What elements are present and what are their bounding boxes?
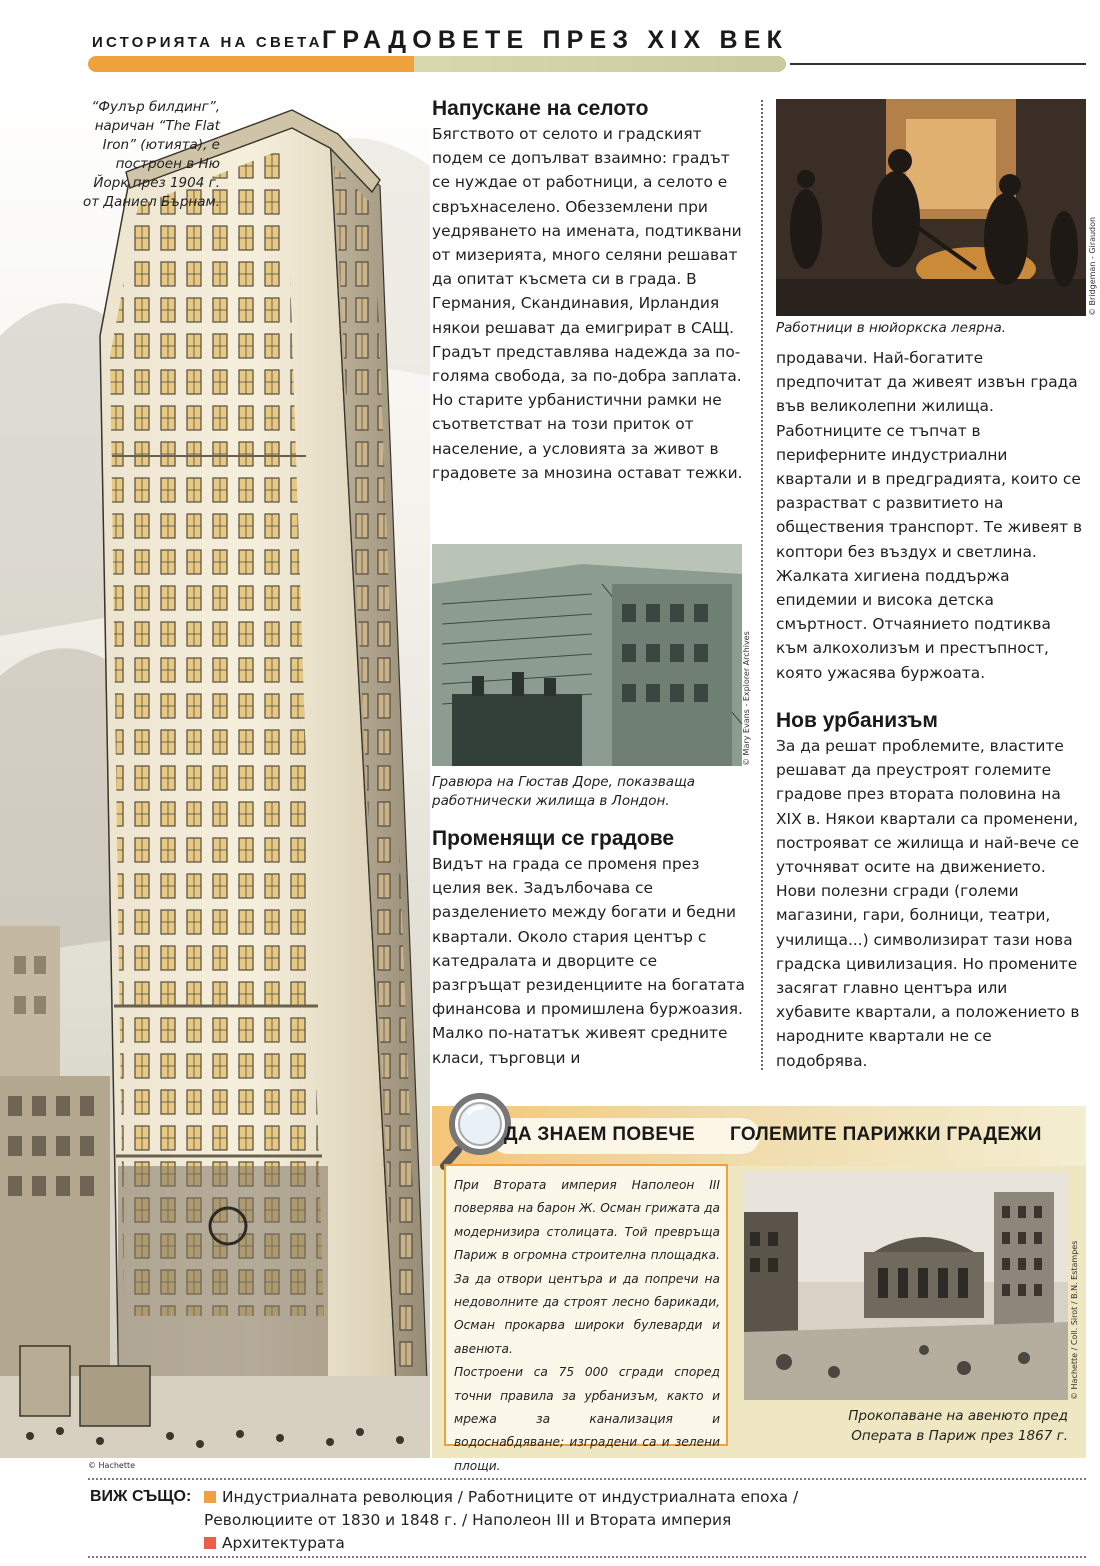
engraving-caption: Гравюра на Гюстав Доре, показваща работнически жилища в Лондон. xyxy=(432,774,696,809)
opera-avenue-image xyxy=(744,1172,1068,1400)
building-caption: “Фулър билдинг”, наричан “The Flat Iron” (ютията), е построен в Ню Йорк през 1904 г. от Даниел Бърнам. xyxy=(82,99,220,210)
flatiron-illustration xyxy=(0,76,430,1458)
foundry-image xyxy=(776,99,1086,316)
see-also-link[interactable]: Архитектурата xyxy=(222,1534,345,1552)
section-changing-cities xyxy=(432,826,750,1070)
header-bar-green xyxy=(414,56,786,72)
opera-image-caption: Прокопаване на авенюто пред Операта в Париж през 1867 г. xyxy=(848,1408,1068,1444)
section-text: За да решат проблемите, властите решават да преустроят големите градове през втората половина на XIX в. Някои квартали са променени, построяват се жилища и най-вече се уточняват осите на движението. Нови полезни сгради (големи магазини, гари, болници, театри, училища...) символизират тази нова градска цивилизация. Но промените засягат главно центъра или хубавите квартали, а положението в народните квартали не се подобрява. xyxy=(776,737,1080,1070)
section-heading: Нов урбанизъм xyxy=(776,709,938,732)
magnifier-icon xyxy=(440,1090,512,1170)
section-text: Видът на града се променя през целия век. Задълбочава се разделението между богати и бедни квартали. Около стария център с катедралата и дворците се разгръщат резиденциите на богатата финансова и промишлена буржоазия. Малко по-нататък живеят средните класи, търговци и xyxy=(432,855,745,1067)
section-heading: Променящи се градове xyxy=(432,827,675,850)
section-continuation xyxy=(776,346,1086,685)
foundry-caption: Работници в нюйоркска леярна. xyxy=(776,320,1007,336)
foundry-credit: © Bridgeman - Giraudon xyxy=(1088,216,1097,316)
opera-image-credit: © Hachette / Coll. Sirot / B.N. Estampes xyxy=(1070,1240,1079,1400)
engraving-credit: © Mary Evans - Explorer Archives xyxy=(742,631,751,766)
bullet-square-icon xyxy=(204,1491,216,1503)
section-new-urbanism xyxy=(776,708,1086,1073)
section-leaving-village xyxy=(432,96,750,485)
box-label: ДА ЗНАЕМ ПОВЕЧЕ xyxy=(504,1124,696,1145)
see-also-link[interactable]: Работниците от индустриалната епоха xyxy=(467,1488,789,1506)
see-also-link[interactable]: Индустриалната революция xyxy=(222,1488,453,1506)
see-also-label: ВИЖ СЪЩО: xyxy=(90,1488,192,1505)
box-title: ГОЛЕМИТЕ ПАРИЖКИ ГРАДЕЖИ xyxy=(730,1124,1042,1145)
section-heading: Напускане на селото xyxy=(432,97,649,120)
see-also-rule-top xyxy=(88,1478,1086,1480)
see-also-list: Индустриалната революция / Работниците от индустриалната епоха / Революциите от 1830 и 1848 г. / Наполеон III и Втората империя Архитектурата xyxy=(204,1488,799,1552)
engraving-image xyxy=(432,544,742,766)
box-paragraph-1: При Втората империя Наполеон III поверява на барон Ж. Осман грижата да модернизира столицата. Той превръща Париж в огромна строителна площадка. За да отвори центъра и да попречи на недоволните да строят лесно барикади, Осман прокарва широки булеварди и авенюта. xyxy=(454,1178,720,1356)
series-title: ИСТОРИЯТА НА СВЕТА xyxy=(92,34,323,51)
section-text: Бягството от селото и градският подем се допълват взаимно: градът се нуждае от работници, а селото е свръхнаселено. Обезземлени при уедряването на имената, подтиквани от мизерията, много селяни решават да опитат късмета си в града. В Германия, Скандинавия, Ирландия някои решават да емигрират в САЩ. Градът представлява надежда за по-голяма свобода, за по-добра заплата. Но старите урбанистични рамки не съответстват на този приток от население, а условията за живот в градовете за мнозина остават тежки. xyxy=(432,125,743,482)
did-you-know-box xyxy=(432,1106,1086,1473)
box-paragraph-2: Построени са 75 000 сгради според точни правила за урбанизъм, както и мрежа за канализация и водоснабдяване; изградени са и зелени площи. xyxy=(454,1365,720,1473)
column-divider xyxy=(761,100,763,1070)
section-text: продавачи. Най-богатите предпочитат да живеят извън града във великолепни жилища. Работниците се тъпчат в периферните индустриални квартали и в предградията, които се разрастват с развитието на обществения транспорт. Те живеят в коптори без въздух и светлина. Жалката хигиена поддържа епидемии и висока детска смъртност. Отчаянието подтиква към алкохолизъм и престъпност, която ужасява буржоата. xyxy=(776,349,1083,682)
page-title: ГРАДОВЕТЕ ПРЕЗ XIX ВЕК xyxy=(322,26,789,54)
box-text-frame xyxy=(444,1164,728,1473)
see-also-link[interactable]: Революциите от 1830 и 1848 г. xyxy=(204,1511,458,1529)
bullet-square-icon xyxy=(204,1537,216,1549)
header-rule xyxy=(790,63,1086,65)
building-credit: © Hachette xyxy=(88,1461,136,1470)
see-also-rule-bottom xyxy=(88,1556,1086,1558)
see-also-link[interactable]: Наполеон III и Втората империя xyxy=(472,1511,732,1529)
header-bar-orange xyxy=(88,56,414,72)
